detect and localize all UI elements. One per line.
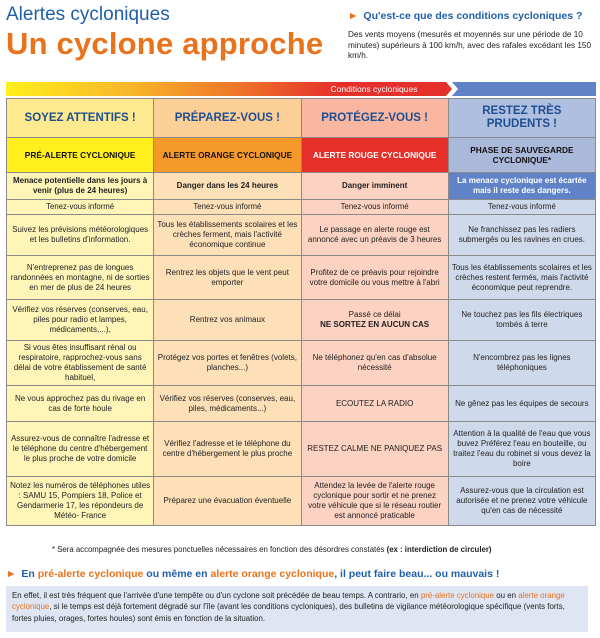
do-not-go-out-text: NE SORTEZ EN AUCUN CAS	[320, 320, 430, 329]
footnote-bold: (ex : interdiction de circuler)	[386, 545, 492, 554]
weather-tip	[6, 568, 499, 580]
advice-cell	[301, 300, 448, 341]
question-text: Qu'est-ce que des conditions cycloniques ?	[363, 10, 583, 22]
explanation-box	[6, 586, 588, 632]
advice-cell: Notez les numéros de téléphones utiles : SAMU 15, Pompiers 18, Police et Gendarmerie 17, les répondeurs de Météo- France	[7, 477, 154, 526]
advice-cell: Vérifiez vos réserves (conserves, eau, piles pour radio et lampes, médicaments,...),	[7, 300, 154, 341]
triangle-right-icon: ►	[6, 568, 17, 580]
advice-cell: Tous les établissements scolaires et les crèches restent fermés, mais l'activité économique peut reprendre.	[448, 256, 595, 300]
alert-level-cell: PRÉ-ALERTE CYCLONIQUE	[7, 138, 154, 173]
delay-text: Passé ce délai	[348, 310, 401, 319]
table-row	[7, 422, 596, 477]
advice-cell: Assurez-vous que la circulation est autorisée et ne prenez votre véhicule qu'en cas de nécessité	[448, 477, 595, 526]
footnote-text: * Sera accompagnée des mesures ponctuelles nécessaires en fonction des désordres constatés	[52, 545, 385, 554]
danger-cell: Danger dans les 24 heures	[154, 173, 301, 200]
tip-text: En	[21, 568, 35, 580]
note-text: ou en	[496, 591, 517, 600]
alert-table	[6, 98, 596, 526]
advice-cell: N'entreprenez pas de longues randonnées en montagne, ni de sorties en mer de plus de 24 heures	[7, 256, 154, 300]
definition-question	[348, 10, 596, 22]
table-row	[7, 138, 596, 173]
table-row	[7, 386, 596, 422]
alert-level-cell: ALERTE ROUGE CYCLONIQUE	[301, 138, 448, 173]
info-cell: Tenez-vous informé	[7, 200, 154, 215]
note-text: , si le temps est déjà fortement dégradé sur l'île (avant les conditions cycloniques), des bulletins de vigilance météorologique spécifique (vents forts, fortes pluies, orages, fortes houles) sont émis en fonction de la situation.	[12, 602, 565, 623]
cyclonic-conditions-label: Conditions cycloniques	[330, 84, 418, 94]
advice-cell: Vérifiez l'adresse et le téléphone du centre d'hébergement le plus proche	[154, 422, 301, 477]
note-highlight: pré-alerte cyclonique	[420, 591, 495, 600]
advice-cell: Attendez la levée de l'alerte rouge cyclonique pour sortir et ne prenez votre véhicule que si le réseau routier est annoncé praticable	[301, 477, 448, 526]
advice-cell: Si vous êtes insuffisant rénal ou respiratoire, rapprochez-vous sans délai de votre établissement de santé habituel,	[7, 341, 154, 386]
note-text: En effet, il est très fréquent que l'arrivée d'une tempête ou d'un cyclone soit précédée de beau temps. A contrario, en	[12, 591, 419, 600]
advice-cell: ECOUTEZ LA RADIO	[301, 386, 448, 422]
definition-text: Des vents moyens (mesurés et moyennés sur une période de 10 minutes) supérieurs à 100 km/h, avec des rafales excédant les 150 km/h.	[348, 30, 592, 60]
danger-cell: Menace potentielle dans les jours à venir (plus de 24 heures)	[7, 173, 154, 200]
advice-cell: Suivez les prévisions météorologiques et les bulletins d'information.	[7, 215, 154, 256]
table-row	[7, 477, 596, 526]
advice-cell: Ne téléphonez qu'en cas d'absolue nécessité	[301, 341, 448, 386]
table-row	[7, 200, 596, 215]
advice-cell: Rentrez vos animaux	[154, 300, 301, 341]
tip-text: , il peut faire beau... ou mauvais !	[334, 568, 500, 580]
advice-cell: N'encombrez pas les lignes téléphoniques	[448, 341, 595, 386]
header-left	[6, 4, 323, 62]
danger-cell: Danger imminent	[301, 173, 448, 200]
column-header: SOYEZ ATTENTIFS !	[7, 99, 154, 138]
advice-cell: Assurez-vous de connaître l'adresse et le téléphone du centre d'hébergement le plus proche de votre domicile	[7, 422, 154, 477]
supertitle: Alertes cycloniques	[6, 4, 170, 25]
alert-level-cell: ALERTE ORANGE CYCLONIQUE	[154, 138, 301, 173]
advice-cell: Ne gênez pas les équipes de secours	[448, 386, 595, 422]
advice-cell: RESTEZ CALME NE PANIQUEZ PAS	[301, 422, 448, 477]
table-row	[7, 99, 596, 138]
tip-highlight: pré-alerte cyclonique	[37, 568, 144, 580]
table-row	[7, 341, 596, 386]
tip-text: ou même en	[146, 568, 208, 580]
table-row	[7, 300, 596, 341]
table-row	[7, 173, 596, 200]
advice-cell: Vérifiez vos réserves (conserves, eau, piles, médicaments...)	[154, 386, 301, 422]
advice-cell: Ne franchissez pas les radiers submergés ou les ravines en crues.	[448, 215, 595, 256]
advice-cell: Protégez vos portes et fenêtres (volets, planches...)	[154, 341, 301, 386]
info-cell: Tenez-vous informé	[448, 200, 595, 215]
table-row	[7, 256, 596, 300]
note-highlight: alerte orange cyclonique	[12, 591, 565, 612]
advice-cell: Tous les établissements scolaires et les crèches ferment, mais l'activité économique continue	[154, 215, 301, 256]
danger-cell: La menace cyclonique est écartée mais il reste des dangers.	[448, 173, 595, 200]
page-title: Un cyclone approche	[6, 26, 324, 61]
advice-cell: Ne vous approchez pas du rivage en cas de forte houle	[7, 386, 154, 422]
tip-highlight: alerte orange cyclonique	[210, 568, 335, 580]
advice-cell: Attention à la qualité de l'eau que vous buvez Préférez l'eau en bouteille, ou traitez l'eau du robinet si vous devez la boire	[448, 422, 595, 477]
triangle-right-icon: ►	[348, 10, 359, 22]
advice-cell: Rentrez les objets que le vent peut emporter	[154, 256, 301, 300]
column-header: PRÉPAREZ-VOUS !	[154, 99, 301, 138]
table-row	[7, 215, 596, 256]
column-header: PROTÉGEZ-VOUS !	[301, 99, 448, 138]
column-header: RESTEZ TRÈS PRUDENTS !	[448, 99, 595, 138]
advice-cell: Préparez une évacuation éventuelle	[154, 477, 301, 526]
definition-box	[348, 10, 596, 62]
advice-cell: Ne touchez pas les fils électriques tombés à terre	[448, 300, 595, 341]
footnote	[52, 545, 491, 554]
alert-level-cell: PHASE DE SAUVEGARDE CYCLONIQUE*	[448, 138, 595, 173]
info-cell: Tenez-vous informé	[154, 200, 301, 215]
advice-cell: Profitez de ce préavis pour rejoindre votre domicile ou vous mettre à l'abri	[301, 256, 448, 300]
advice-cell: Le passage en alerte rouge est annoncé avec un préavis de 3 heures	[301, 215, 448, 256]
info-cell: Tenez-vous informé	[301, 200, 448, 215]
